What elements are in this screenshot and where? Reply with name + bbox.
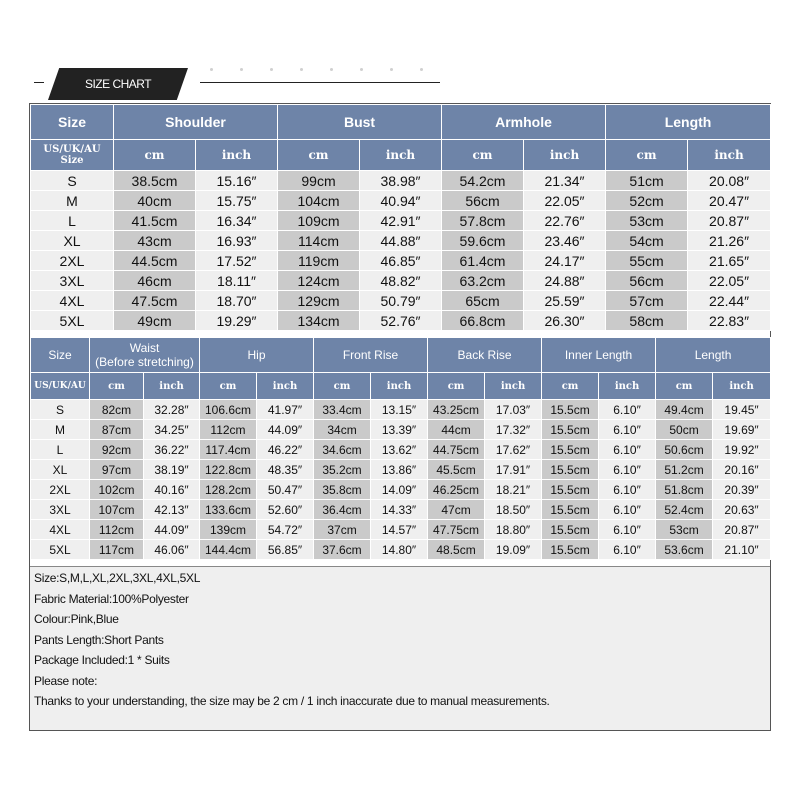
inch-value-cell: 36.22″ [144, 440, 200, 460]
note-line: Size:S,M,L,XL,2XL,3XL,4XL,5XL [34, 571, 201, 585]
cm-value-cell: 102cm [90, 480, 144, 500]
inch-value-cell: 42.13″ [144, 500, 200, 520]
cm-value-cell: 49.4cm [656, 400, 713, 420]
cm-value-cell: 52.4cm [656, 500, 713, 520]
size-cell: 5XL [31, 540, 90, 560]
unit-inch: inch [485, 373, 542, 400]
inch-value-cell: 6.10″ [599, 500, 656, 520]
size-cell: M [31, 191, 114, 211]
inch-value-cell: 48.35″ [257, 460, 314, 480]
inch-value-cell: 20.08″ [688, 171, 771, 191]
cm-value-cell: 34cm [314, 420, 371, 440]
inch-value-cell: 50.79″ [360, 291, 442, 311]
inch-value-cell: 48.82″ [360, 271, 442, 291]
cm-value-cell: 15.5cm [542, 480, 599, 500]
inch-value-cell: 25.59″ [524, 291, 606, 311]
note-line: Thanks to your understanding, the size may be 2 cm / 1 inch inaccurate due to manual measurements. [34, 694, 550, 708]
table-row [31, 311, 771, 331]
inch-value-cell: 18.70″ [196, 291, 278, 311]
cm-value-cell: 47.5cm [114, 291, 196, 311]
pants-size-table [30, 337, 771, 560]
cm-value-cell: 53.6cm [656, 540, 713, 560]
inch-value-cell: 46.85″ [360, 251, 442, 271]
table-row [31, 291, 771, 311]
unit-inch: inch [371, 373, 428, 400]
cm-value-cell: 82cm [90, 400, 144, 420]
table-row [31, 540, 771, 560]
header-size-region: US/UK/AU [31, 373, 90, 400]
inch-value-cell: 17.62″ [485, 440, 542, 460]
unit-inch: inch [196, 140, 278, 171]
inch-value-cell: 6.10″ [599, 440, 656, 460]
header-rule-left [34, 82, 44, 83]
cm-value-cell: 133.6cm [200, 500, 257, 520]
inch-value-cell: 16.34″ [196, 211, 278, 231]
cm-value-cell: 99cm [278, 171, 360, 191]
top-size-table [30, 104, 771, 331]
inch-value-cell: 42.91″ [360, 211, 442, 231]
cm-value-cell: 50.6cm [656, 440, 713, 460]
inch-value-cell: 54.72″ [257, 520, 314, 540]
unit-cm: cm [656, 373, 713, 400]
header-waist: Waist (Before stretching) [90, 338, 200, 373]
cm-value-cell: 109cm [278, 211, 360, 231]
inch-value-cell: 14.57″ [371, 520, 428, 540]
note-line: Package Included:1 * Suits [34, 653, 170, 667]
size-chart-tag [48, 68, 188, 100]
cm-value-cell: 36.4cm [314, 500, 371, 520]
inch-value-cell: 40.94″ [360, 191, 442, 211]
cm-value-cell: 35.8cm [314, 480, 371, 500]
unit-inch: inch [257, 373, 314, 400]
table-row [31, 211, 771, 231]
unit-inch: inch [713, 373, 771, 400]
note-line: Pants Length:Short Pants [34, 632, 164, 647]
cm-value-cell: 37.6cm [314, 540, 371, 560]
cm-value-cell: 15.5cm [542, 400, 599, 420]
cm-value-cell: 128.2cm [200, 480, 257, 500]
inch-value-cell: 6.10″ [599, 460, 656, 480]
cm-value-cell: 51cm [606, 171, 688, 191]
cm-value-cell: 119cm [278, 251, 360, 271]
table-row [31, 420, 771, 440]
header-length: Length [606, 105, 771, 140]
inch-value-cell: 19.45″ [713, 400, 771, 420]
header-dots [200, 68, 440, 74]
inch-value-cell: 52.76″ [360, 311, 442, 331]
product-notes [30, 566, 770, 730]
cm-value-cell: 112cm [200, 420, 257, 440]
cm-value-cell: 50cm [656, 420, 713, 440]
cm-value-cell: 35.2cm [314, 460, 371, 480]
header-rule-right [200, 82, 440, 83]
inch-value-cell: 6.10″ [599, 420, 656, 440]
header-size: Size [31, 338, 90, 373]
size-cell: M [31, 420, 90, 440]
cm-value-cell: 57cm [606, 291, 688, 311]
inch-value-cell: 19.69″ [713, 420, 771, 440]
cm-value-cell: 112cm [90, 520, 144, 540]
inch-value-cell: 44.09″ [144, 520, 200, 540]
cm-value-cell: 117.4cm [200, 440, 257, 460]
inch-value-cell: 17.32″ [485, 420, 542, 440]
cm-value-cell: 15.5cm [542, 420, 599, 440]
table-row [31, 271, 771, 291]
cm-value-cell: 54cm [606, 231, 688, 251]
header-front-rise: Front Rise [314, 338, 428, 373]
cm-value-cell: 40cm [114, 191, 196, 211]
unit-cm: cm [606, 140, 688, 171]
size-cell: 2XL [31, 480, 90, 500]
inch-value-cell: 15.75″ [196, 191, 278, 211]
inch-value-cell: 6.10″ [599, 480, 656, 500]
cm-value-cell: 37cm [314, 520, 371, 540]
size-chart-title: SIZE CHART [84, 77, 152, 91]
size-cell: 5XL [31, 311, 114, 331]
size-cell: 2XL [31, 251, 114, 271]
inch-value-cell: 46.22″ [257, 440, 314, 460]
unit-cm: cm [428, 373, 485, 400]
table-row [31, 231, 771, 251]
size-cell: L [31, 440, 90, 460]
inch-value-cell: 46.06″ [144, 540, 200, 560]
cm-value-cell: 44.75cm [428, 440, 485, 460]
header-size-region: US/UK/AU Size [31, 140, 114, 171]
inch-value-cell: 20.16″ [713, 460, 771, 480]
inch-value-cell: 38.19″ [144, 460, 200, 480]
cm-value-cell: 107cm [90, 500, 144, 520]
inch-value-cell: 20.47″ [688, 191, 771, 211]
inch-value-cell: 6.10″ [599, 520, 656, 540]
header-armhole: Armhole [442, 105, 606, 140]
inch-value-cell: 44.88″ [360, 231, 442, 251]
inch-value-cell: 17.91″ [485, 460, 542, 480]
inch-value-cell: 40.16″ [144, 480, 200, 500]
cm-value-cell: 63.2cm [442, 271, 524, 291]
cm-value-cell: 97cm [90, 460, 144, 480]
size-cell: 3XL [31, 500, 90, 520]
table-row [31, 440, 771, 460]
cm-value-cell: 15.5cm [542, 540, 599, 560]
inch-value-cell: 24.88″ [524, 271, 606, 291]
inch-value-cell: 19.09″ [485, 540, 542, 560]
unit-cm: cm [90, 373, 144, 400]
inch-value-cell: 19.29″ [196, 311, 278, 331]
inch-value-cell: 19.92″ [713, 440, 771, 460]
table-row [31, 460, 771, 480]
cm-value-cell: 46cm [114, 271, 196, 291]
size-cell: XL [31, 231, 114, 251]
size-cell: XL [31, 460, 90, 480]
inch-value-cell: 14.33″ [371, 500, 428, 520]
inch-value-cell: 32.28″ [144, 400, 200, 420]
cm-value-cell: 56cm [606, 271, 688, 291]
inch-value-cell: 52.60″ [257, 500, 314, 520]
size-cell: 4XL [31, 520, 90, 540]
cm-value-cell: 54.2cm [442, 171, 524, 191]
inch-value-cell: 21.26″ [688, 231, 771, 251]
size-cell: L [31, 211, 114, 231]
cm-value-cell: 46.25cm [428, 480, 485, 500]
cm-value-cell: 122.8cm [200, 460, 257, 480]
unit-cm: cm [542, 373, 599, 400]
header-inner-length: Inner Length [542, 338, 656, 373]
inch-value-cell: 15.16″ [196, 171, 278, 191]
note-line: Fabric Material:100%Polyester [34, 591, 189, 606]
cm-value-cell: 56cm [442, 191, 524, 211]
header-size: Size [31, 105, 114, 140]
cm-value-cell: 104cm [278, 191, 360, 211]
inch-value-cell: 22.44″ [688, 291, 771, 311]
unit-cm: cm [114, 140, 196, 171]
header-hip: Hip [200, 338, 314, 373]
cm-value-cell: 51.2cm [656, 460, 713, 480]
header-shoulder: Shoulder [114, 105, 278, 140]
inch-value-cell: 13.62″ [371, 440, 428, 460]
inch-value-cell: 21.10″ [713, 540, 771, 560]
inch-value-cell: 18.50″ [485, 500, 542, 520]
size-cell: 3XL [31, 271, 114, 291]
cm-value-cell: 33.4cm [314, 400, 371, 420]
inch-value-cell: 13.39″ [371, 420, 428, 440]
cm-value-cell: 144.4cm [200, 540, 257, 560]
inch-value-cell: 38.98″ [360, 171, 442, 191]
cm-value-cell: 43cm [114, 231, 196, 251]
inch-value-cell: 14.09″ [371, 480, 428, 500]
cm-value-cell: 65cm [442, 291, 524, 311]
cm-value-cell: 44cm [428, 420, 485, 440]
cm-value-cell: 15.5cm [542, 440, 599, 460]
inch-value-cell: 44.09″ [257, 420, 314, 440]
cm-value-cell: 52cm [606, 191, 688, 211]
inch-value-cell: 21.65″ [688, 251, 771, 271]
inch-value-cell: 41.97″ [257, 400, 314, 420]
inch-value-cell: 20.87″ [713, 520, 771, 540]
inch-value-cell: 18.21″ [485, 480, 542, 500]
inch-value-cell: 6.10″ [599, 540, 656, 560]
cm-value-cell: 47cm [428, 500, 485, 520]
cm-value-cell: 55cm [606, 251, 688, 271]
unit-cm: cm [200, 373, 257, 400]
cm-value-cell: 87cm [90, 420, 144, 440]
table-row [31, 191, 771, 211]
unit-cm: cm [442, 140, 524, 171]
cm-value-cell: 59.6cm [442, 231, 524, 251]
cm-value-cell: 134cm [278, 311, 360, 331]
cm-value-cell: 49cm [114, 311, 196, 331]
cm-value-cell: 92cm [90, 440, 144, 460]
inch-value-cell: 20.63″ [713, 500, 771, 520]
inch-value-cell: 22.83″ [688, 311, 771, 331]
unit-inch: inch [360, 140, 442, 171]
header-bust: Bust [278, 105, 442, 140]
cm-value-cell: 15.5cm [542, 520, 599, 540]
cm-value-cell: 57.8cm [442, 211, 524, 231]
cm-value-cell: 114cm [278, 231, 360, 251]
cm-value-cell: 129cm [278, 291, 360, 311]
cm-value-cell: 124cm [278, 271, 360, 291]
cm-value-cell: 43.25cm [428, 400, 485, 420]
inch-value-cell: 56.85″ [257, 540, 314, 560]
inch-value-cell: 23.46″ [524, 231, 606, 251]
inch-value-cell: 18.11″ [196, 271, 278, 291]
inch-value-cell: 16.93″ [196, 231, 278, 251]
cm-value-cell: 45.5cm [428, 460, 485, 480]
inch-value-cell: 13.86″ [371, 460, 428, 480]
inch-value-cell: 17.03″ [485, 400, 542, 420]
table-row [31, 520, 771, 540]
cm-value-cell: 66.8cm [442, 311, 524, 331]
cm-value-cell: 44.5cm [114, 251, 196, 271]
inch-value-cell: 18.80″ [485, 520, 542, 540]
header-back-rise: Back Rise [428, 338, 542, 373]
inch-value-cell: 22.05″ [688, 271, 771, 291]
cm-value-cell: 51.8cm [656, 480, 713, 500]
unit-cm: cm [314, 373, 371, 400]
inch-value-cell: 13.15″ [371, 400, 428, 420]
size-cell: S [31, 171, 114, 191]
header-length: Length [656, 338, 771, 373]
inch-value-cell: 17.52″ [196, 251, 278, 271]
unit-inch: inch [524, 140, 606, 171]
inch-value-cell: 24.17″ [524, 251, 606, 271]
cm-value-cell: 47.75cm [428, 520, 485, 540]
unit-inch: inch [688, 140, 771, 171]
inch-value-cell: 20.87″ [688, 211, 771, 231]
cm-value-cell: 117cm [90, 540, 144, 560]
cm-value-cell: 53cm [606, 211, 688, 231]
cm-value-cell: 139cm [200, 520, 257, 540]
inch-value-cell: 22.05″ [524, 191, 606, 211]
cm-value-cell: 106.6cm [200, 400, 257, 420]
inch-value-cell: 20.39″ [713, 480, 771, 500]
size-cell: S [31, 400, 90, 420]
cm-value-cell: 48.5cm [428, 540, 485, 560]
inch-value-cell: 6.10″ [599, 400, 656, 420]
cm-value-cell: 15.5cm [542, 460, 599, 480]
table-row [31, 480, 771, 500]
cm-value-cell: 34.6cm [314, 440, 371, 460]
cm-value-cell: 41.5cm [114, 211, 196, 231]
note-line: Colour:Pink,Blue [34, 612, 119, 626]
unit-inch: inch [599, 373, 656, 400]
cm-value-cell: 61.4cm [442, 251, 524, 271]
table-row [31, 251, 771, 271]
cm-value-cell: 15.5cm [542, 500, 599, 520]
inch-value-cell: 50.47″ [257, 480, 314, 500]
table-row [31, 400, 771, 420]
inch-value-cell: 34.25″ [144, 420, 200, 440]
cm-value-cell: 58cm [606, 311, 688, 331]
table-row [31, 500, 771, 520]
cm-value-cell: 53cm [656, 520, 713, 540]
inch-value-cell: 21.34″ [524, 171, 606, 191]
unit-cm: cm [278, 140, 360, 171]
unit-inch: inch [144, 373, 200, 400]
inch-value-cell: 14.80″ [371, 540, 428, 560]
note-line: Please note: [34, 673, 98, 688]
inch-value-cell: 26.30″ [524, 311, 606, 331]
table-row [31, 171, 771, 191]
size-cell: 4XL [31, 291, 114, 311]
cm-value-cell: 38.5cm [114, 171, 196, 191]
inch-value-cell: 22.76″ [524, 211, 606, 231]
